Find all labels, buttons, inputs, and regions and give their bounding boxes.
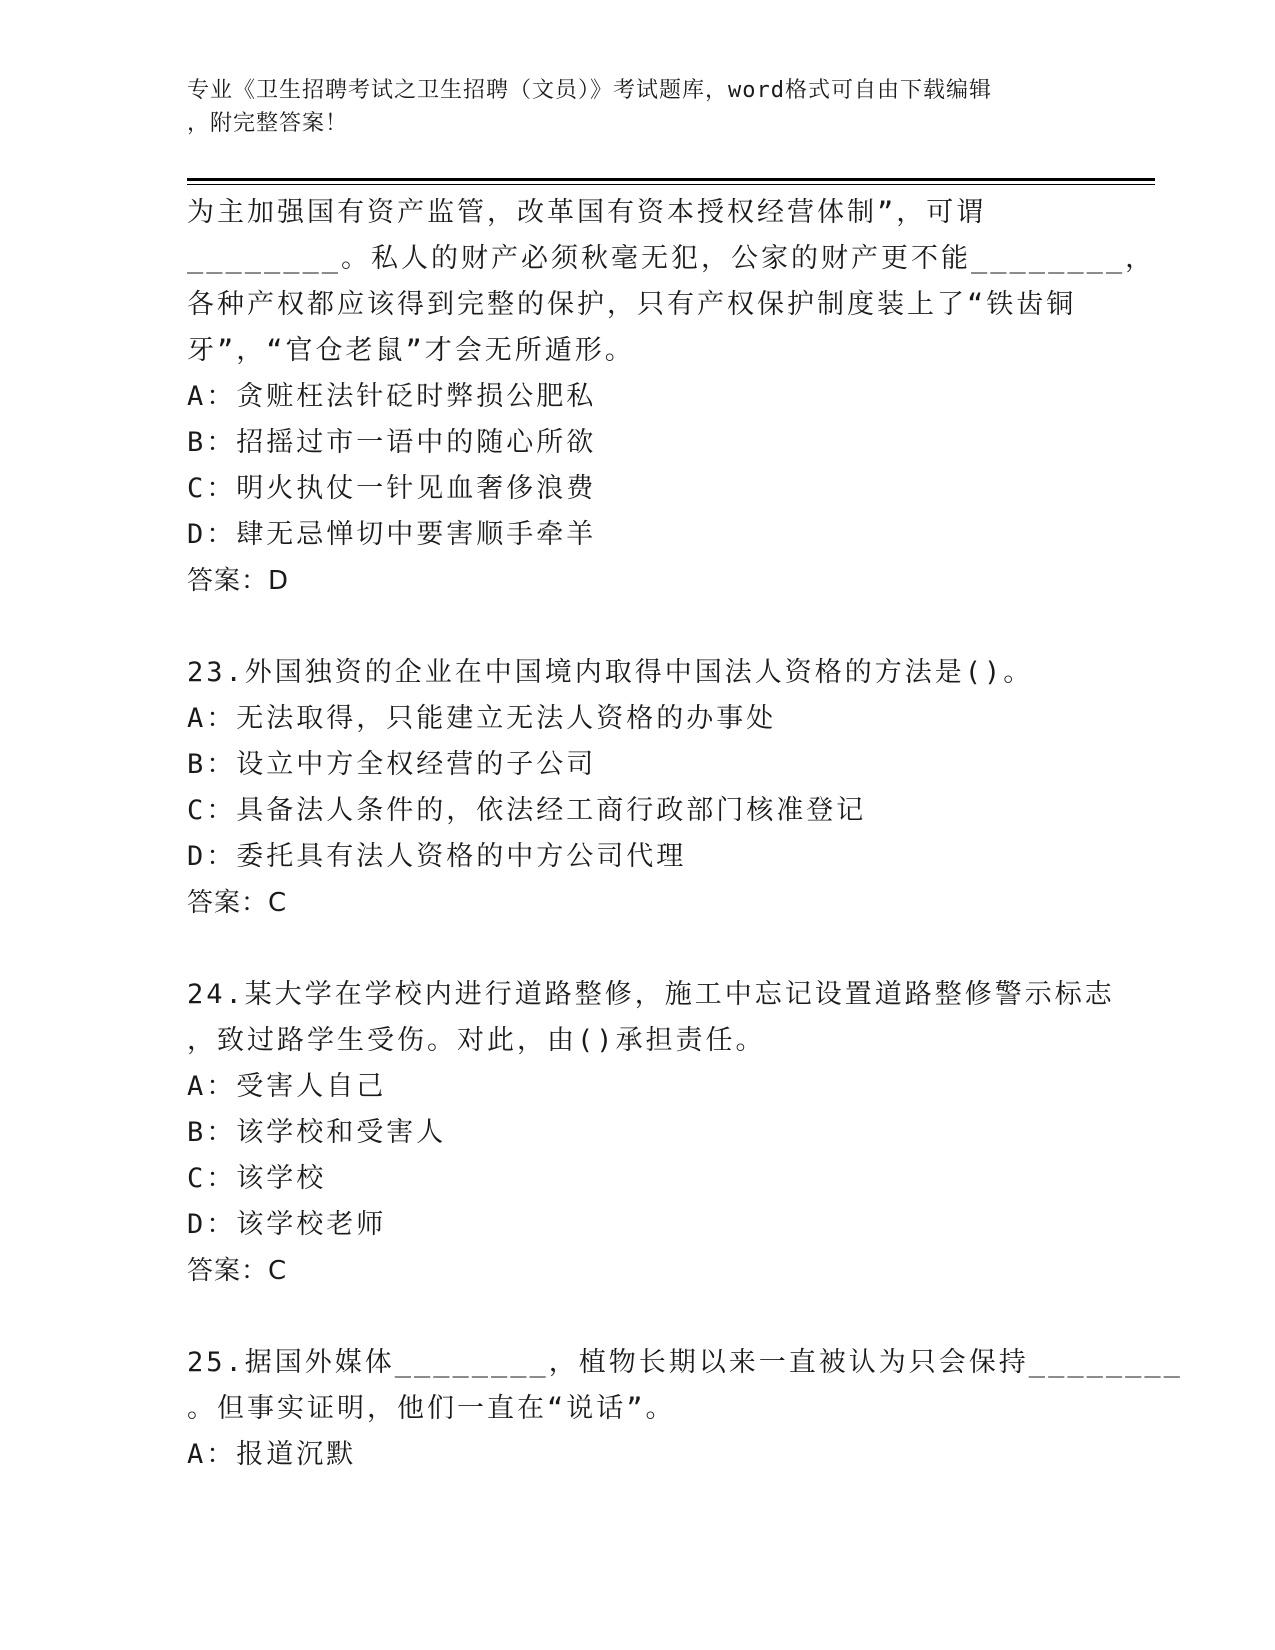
option-b: B：招摇过市一语中的随心所欲: [187, 427, 597, 458]
header-line-1: 专业《卫生招聘考试之卫生招聘（文员）》考试题库，word格式可自由下载编辑: [187, 78, 992, 103]
question-list: [187, 190, 1183, 1478]
option-d: D：该学校老师: [187, 1209, 387, 1240]
option-d: D：委托具有法人资格的中方公司代理: [187, 841, 687, 872]
question-24: [187, 972, 1115, 1294]
question-stem: [187, 972, 1115, 1064]
stem-line: 25.据国外媒体________，植物长期以来一直被认为只会保持________: [187, 1347, 1183, 1378]
question-stem: [187, 190, 1156, 374]
option-c: C：该学校: [187, 1163, 327, 1194]
stem-line: 23.外国独资的企业在中国境内取得中国法人资格的方法是()。: [187, 657, 1034, 688]
header-divider-thick: [187, 178, 1155, 181]
stem-line: 。但事实证明，他们一直在“说话”。: [187, 1393, 676, 1424]
header-divider-thin: [187, 184, 1155, 185]
option-c: C：明火执仗一针见血奢侈浪费: [187, 473, 597, 504]
question-stem: [187, 1340, 1183, 1432]
stem-line: 为主加强国有资产监管，改革国有资本授权经营体制”，可谓: [187, 197, 987, 228]
option-c: C：具备法人条件的，依法经工商行政部门核准登记: [187, 795, 867, 826]
document-header: [187, 74, 1087, 140]
answer-label: 答案：C: [187, 888, 288, 918]
stem-line: ________。私人的财产必须秋毫无犯，公家的财产更不能________，: [187, 243, 1156, 274]
answer-label: 答案：D: [187, 566, 290, 596]
option-a: A：无法取得，只能建立无法人资格的办事处: [187, 703, 777, 734]
option-b: B：该学校和受害人: [187, 1117, 447, 1148]
stem-line: 牙”，“官仓老鼠”才会无所遁形。: [187, 335, 635, 366]
question-23: [187, 650, 1087, 926]
question-25: [187, 1340, 1183, 1478]
question-stem: [187, 650, 1087, 696]
stem-line: ，致过路学生受伤。对此，由()承担责任。: [187, 1025, 766, 1056]
header-line-2: ，附完整答案！: [187, 111, 349, 136]
option-a: A：贪赃枉法针砭时弊损公肥私: [187, 381, 597, 412]
option-d: D：肆无忌惮切中要害顺手牵羊: [187, 519, 597, 550]
question-22: [187, 190, 1156, 604]
stem-line: 24.某大学在学校内进行道路整修，施工中忘记设置道路整修警示标志: [187, 979, 1115, 1010]
answer-label: 答案：C: [187, 1256, 288, 1286]
option-a: A：受害人自己: [187, 1071, 387, 1102]
option-a: A：报道沉默: [187, 1439, 357, 1470]
option-b: B：设立中方全权经营的子公司: [187, 749, 597, 780]
stem-line: 各种产权都应该得到完整的保护，只有产权保护制度装上了“铁齿铜: [187, 289, 1077, 320]
